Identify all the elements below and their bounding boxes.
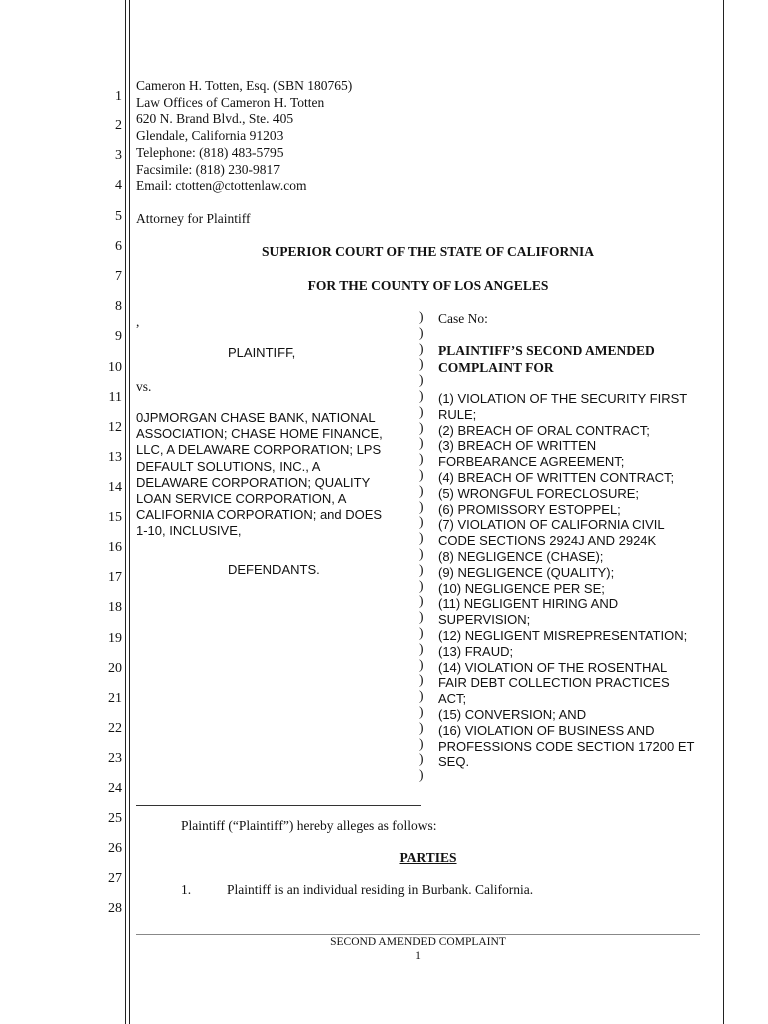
cause-of-action-line: FAIR DEBT COLLECTION PRACTICES bbox=[438, 675, 670, 691]
line-number: 1 bbox=[115, 89, 122, 104]
line-number: 16 bbox=[108, 540, 122, 555]
defendants-label: DEFENDANTS. bbox=[228, 562, 320, 577]
cause-of-action-line: FORBEARANCE AGREEMENT; bbox=[438, 454, 625, 470]
attorney-for: Attorney for Plaintiff bbox=[136, 211, 251, 226]
line-number: 22 bbox=[108, 721, 122, 736]
cause-of-action-line: (14) VIOLATION OF THE ROSENTHAL bbox=[438, 659, 668, 675]
cause-of-action-line: (8) NEGLIGENCE (CHASE); bbox=[438, 548, 604, 564]
defendants-line: DELAWARE CORPORATION; QUALITY bbox=[136, 474, 371, 490]
cause-of-action-line: (5) WRONGFUL FORECLOSURE; bbox=[438, 485, 640, 501]
intro-paragraph: Plaintiff (“Plaintiff”) hereby alleges as follows: bbox=[181, 818, 437, 833]
plaintiff-name-blank: , bbox=[136, 314, 140, 329]
line-number: 26 bbox=[108, 841, 122, 856]
paragraph-number: 1. bbox=[181, 882, 192, 897]
line-number: 19 bbox=[108, 631, 122, 646]
complaint-title-line: COMPLAINT FOR bbox=[438, 359, 554, 375]
line-number: 17 bbox=[108, 570, 122, 585]
paragraph-text: Plaintiff is an individual residing in Burbank. California. bbox=[227, 882, 534, 897]
plaintiff-label: PLAINTIFF, bbox=[228, 345, 296, 360]
line-number: 13 bbox=[108, 450, 122, 465]
right-margin-rule bbox=[723, 0, 724, 1024]
left-margin-rule-inner bbox=[129, 0, 130, 1024]
cause-of-action-line: (12) NEGLIGENT MISREPRESENTATION; bbox=[438, 627, 688, 643]
parties-heading: PARTIES bbox=[399, 850, 457, 865]
line-number: 23 bbox=[108, 751, 122, 766]
cause-of-action-line: (1) VIOLATION OF THE SECURITY FIRST bbox=[438, 391, 688, 406]
line-number: 27 bbox=[108, 871, 122, 886]
court-county: FOR THE COUNTY OF LOS ANGELES bbox=[307, 278, 549, 293]
defendants-line: 0JPMORGAN CHASE BANK, NATIONAL bbox=[136, 410, 376, 425]
line-number: 3 bbox=[115, 148, 122, 163]
defendants-line: CALIFORNIA CORPORATION; and DOES bbox=[136, 507, 383, 523]
defendants-line: LLC, A DELAWARE CORPORATION; LPS bbox=[136, 442, 382, 458]
versus: vs. bbox=[136, 379, 152, 394]
line-number: 15 bbox=[108, 510, 122, 525]
line-number: 21 bbox=[108, 691, 122, 706]
cause-of-action-line: (2) BREACH OF ORAL CONTRACT; bbox=[438, 422, 650, 438]
complaint-title-line: PLAINTIFF’S SECOND AMENDED bbox=[438, 343, 655, 358]
causes-of-action bbox=[438, 391, 694, 770]
defendants-line: DEFAULT SOLUTIONS, INC., A bbox=[136, 458, 321, 474]
cause-of-action-line: (10) NEGLIGENCE PER SE; bbox=[438, 580, 605, 596]
cause-of-action-line: (13) FRAUD; bbox=[438, 643, 514, 659]
caption-underline bbox=[136, 805, 421, 806]
defendants-names bbox=[136, 410, 383, 540]
cause-of-action-line: (15) CONVERSION; AND bbox=[438, 706, 587, 722]
left-margin-rule-outer bbox=[125, 0, 126, 1024]
case-number-label: Case No: bbox=[438, 311, 488, 326]
defendants-line: LOAN SERVICE CORPORATION, A bbox=[136, 491, 347, 507]
cause-of-action-line: (11) NEGLIGENT HIRING AND bbox=[438, 596, 619, 612]
cause-of-action-line: ACT; bbox=[438, 691, 467, 707]
line-number: 8 bbox=[115, 299, 122, 314]
line-number: 6 bbox=[115, 239, 122, 254]
attorney-email: Email: ctotten@ctottenlaw.com bbox=[136, 178, 307, 193]
line-number: 2 bbox=[115, 118, 122, 133]
line-number: 18 bbox=[108, 600, 122, 615]
cause-of-action-line: RULE; bbox=[438, 406, 477, 422]
line-number: 14 bbox=[108, 480, 122, 495]
complaint-title bbox=[438, 343, 655, 376]
footer-rule bbox=[136, 934, 700, 935]
line-number: 24 bbox=[108, 781, 122, 796]
line-number: 4 bbox=[115, 178, 122, 193]
line-number: 20 bbox=[108, 661, 122, 676]
cause-of-action-line: SEQ. bbox=[438, 754, 470, 770]
page-number: 1 bbox=[415, 950, 421, 962]
cause-of-action-line: (4) BREACH OF WRITTEN CONTRACT; bbox=[438, 469, 675, 485]
attorney-firm: Law Offices of Cameron H. Totten bbox=[136, 95, 325, 110]
line-number: 28 bbox=[108, 901, 122, 916]
attorney-city: Glendale, California 91203 bbox=[136, 128, 284, 143]
line-number: 11 bbox=[108, 390, 122, 405]
defendants-line: 1-10, INCLUSIVE, bbox=[136, 523, 242, 539]
defendants-line: ASSOCIATION; CHASE HOME FINANCE, bbox=[136, 426, 383, 442]
line-number: 7 bbox=[115, 269, 122, 284]
line-number: 25 bbox=[108, 811, 122, 826]
cause-of-action-line: (7) VIOLATION OF CALIFORNIA CIVIL bbox=[438, 517, 665, 533]
attorney-street: 620 N. Brand Blvd., Ste. 405 bbox=[136, 111, 294, 126]
cause-of-action-line: (6) PROMISSORY ESTOPPEL; bbox=[438, 501, 621, 517]
cause-of-action-line: (3) BREACH OF WRITTEN bbox=[438, 438, 597, 454]
cause-of-action-line: (9) NEGLIGENCE (QUALITY); bbox=[438, 564, 615, 580]
attorney-facsimile: Facsimile: (818) 230-9817 bbox=[136, 162, 280, 177]
attorney-name: Cameron H. Totten, Esq. (SBN 180765) bbox=[136, 78, 353, 93]
attorney-telephone: Telephone: (818) 483-5795 bbox=[136, 145, 284, 160]
line-number: 5 bbox=[115, 209, 122, 224]
line-number: 12 bbox=[108, 420, 122, 435]
cause-of-action-line: SUPERVISION; bbox=[438, 612, 531, 628]
court-name: SUPERIOR COURT OF THE STATE OF CALIFORNIA bbox=[261, 244, 595, 259]
line-number: 10 bbox=[108, 360, 122, 375]
caption-parenthesis-column: ) ) ) ) ) ) ) ) ) ) ) ) ) ) ) ) ) ) ) ) ) ) ) ) ) ) ) ) ) ) bbox=[419, 309, 424, 783]
cause-of-action-line: CODE SECTIONS 2924J AND 2924K bbox=[438, 533, 657, 549]
cause-of-action-line: PROFESSIONS CODE SECTION 17200 ET bbox=[438, 738, 695, 754]
line-number: 9 bbox=[115, 329, 122, 344]
footer-title: SECOND AMENDED COMPLAINT bbox=[330, 936, 506, 948]
cause-of-action-line: (16) VIOLATION OF BUSINESS AND bbox=[438, 722, 655, 738]
